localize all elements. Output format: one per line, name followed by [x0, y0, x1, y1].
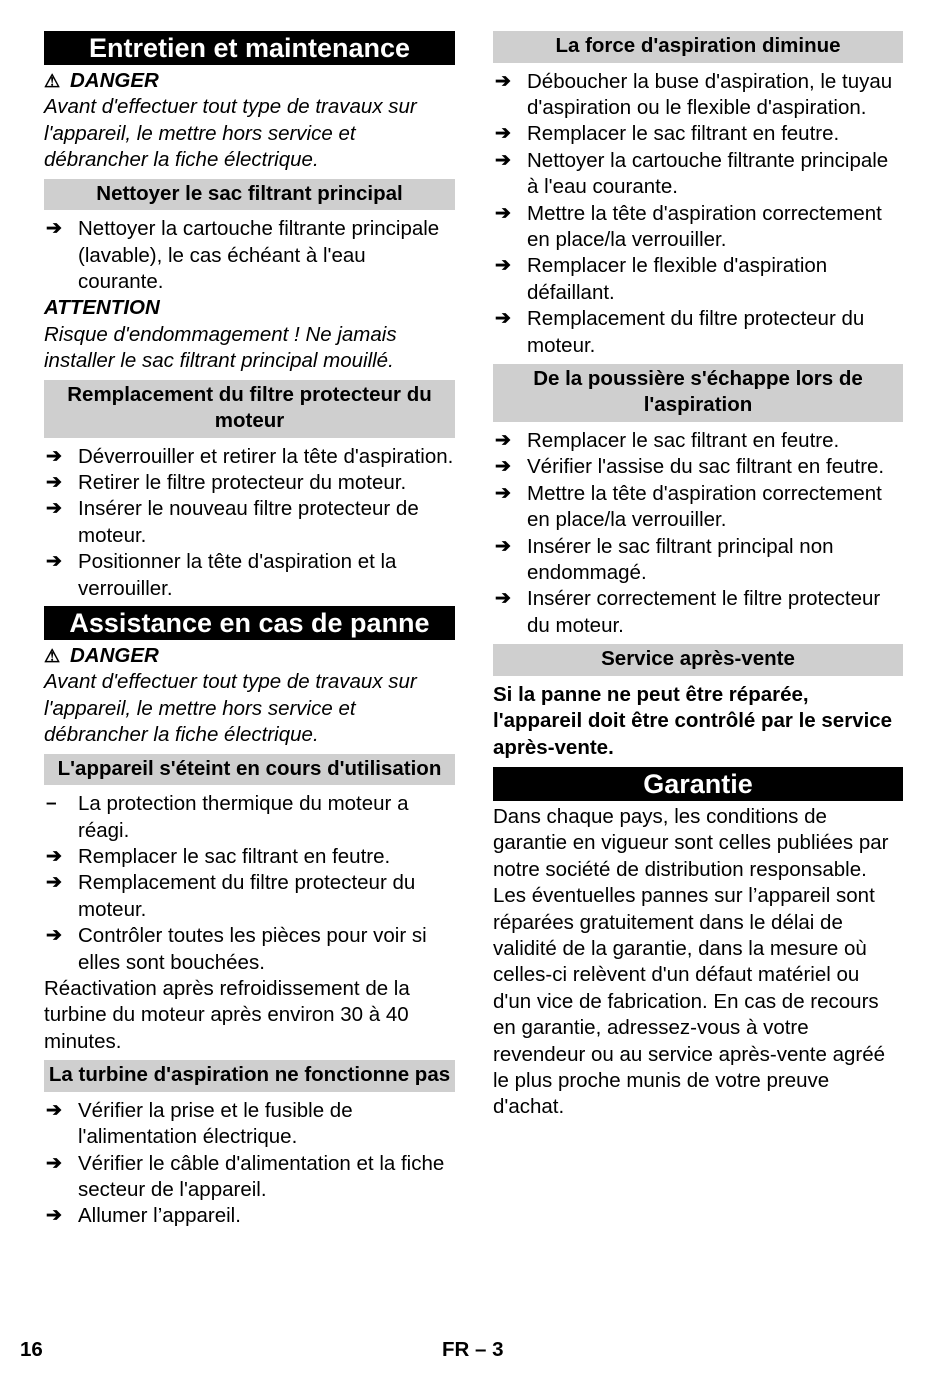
warning-triangle-icon: ⚠ [44, 71, 61, 91]
list-item: ➔ Remplacement du filtre protecteur du moteur. [46, 871, 416, 921]
list-item: ➔ Nettoyer la cartouche filtrante principale (lavable), le cas échéant à l'eau courante. [46, 217, 440, 293]
service-text: Si la panne ne peut être réparée, l'appareil doit être contrôlé par le service après-vente. [493, 682, 893, 759]
danger-text: Avant d'effectuer tout type de travaux sur l'appareil, le mettre hors service et débrancher la fiche électrique. [44, 95, 417, 172]
left-column [44, 31, 455, 1230]
reactivation-note: Réactivation après refroidissement de la turbine du moteur après environ 30 à 40 minutes. [44, 976, 410, 1053]
heading-suction: La force d'aspiration diminue [493, 31, 903, 63]
arrow-icon: ➔ [495, 308, 511, 330]
heading-maintenance: Entretien et maintenance [44, 31, 455, 65]
heading-switches-off: L'appareil s'éteint en cours d'utilisation [44, 754, 455, 786]
arrow-icon: ➔ [495, 255, 511, 277]
list-item: ➔ Remplacement du filtre protecteur du moteur. [495, 307, 865, 357]
arrow-icon: ➔ [46, 1099, 62, 1121]
right-column [493, 31, 903, 1121]
list-item: ➔ Nettoyer la cartouche filtrante principale à l'eau courante. [495, 148, 889, 199]
arrow-icon: ➔ [46, 845, 62, 867]
list-item: ➔ Vérifier l'assise du sac filtrant en feutre. [493, 454, 903, 480]
list-item: ➔ Insérer le nouveau filtre protecteur de moteur. [46, 497, 419, 547]
arrow-icon: ➔ [495, 456, 511, 478]
dash-icon: – [46, 793, 57, 815]
list-item: ➔ Allumer l’appareil. [44, 1203, 455, 1229]
arrow-icon: ➔ [46, 925, 62, 947]
arrow-icon: ➔ [495, 482, 511, 504]
danger-notice [44, 643, 455, 669]
warranty-text: Dans chaque pays, les conditions de garantie en vigueur sont celles publiées par notre société de distribution responsable. Les éventuelles pannes sur l’appareil sont réparées gratuitement dans le délai de validité de la garantie, dans la mesure où celles-ci relèvent d'un défaut matériel ou d'un vice de fabrication. En cas de recours en garantie, adressez-vous à votre revendeur ou au service après-vente agréé le plus proche munis de votre preuve d'achat. [493, 804, 889, 1119]
heading-motor-filter: Remplacement du filtre protecteur du moteur [44, 380, 455, 438]
danger-notice [44, 68, 455, 94]
danger-label: DANGER [70, 644, 159, 667]
arrow-icon: ➔ [46, 551, 62, 573]
list-item: ➔ Vérifier la prise et le fusible de l'alimentation électrique. [46, 1098, 353, 1149]
arrow-icon: ➔ [495, 429, 511, 451]
dust-steps [493, 428, 903, 639]
section-marker: FR – 3 [442, 1338, 504, 1361]
arrow-icon: ➔ [46, 471, 62, 493]
attention-label: ATTENTION [44, 296, 160, 320]
list-item: ➔ Retirer le filtre protecteur du moteur. [44, 470, 455, 496]
list-item: ➔ Remplacer le sac filtrant en feutre. [493, 121, 903, 147]
danger-text: Avant d'effectuer tout type de travaux sur l'appareil, le mettre hors service et débrancher la fiche électrique. [44, 670, 417, 747]
attention-text: Risque d'endommagement ! Ne jamais installer le sac filtrant principal mouillé. [44, 322, 397, 373]
arrow-icon: ➔ [46, 872, 62, 894]
page-number: 16 [20, 1338, 43, 1361]
list-item: ➔ Positionner la tête d'aspiration et la verrouiller. [46, 550, 397, 600]
list-item: ➔ Remplacer le sac filtrant en feutre. [493, 428, 903, 454]
list-item: ➔ Remplacer le flexible d'aspiration défaillant. [495, 254, 828, 304]
arrow-icon: ➔ [46, 498, 62, 520]
heading-troubleshooting: Assistance en cas de panne [44, 606, 455, 640]
arrow-icon: ➔ [46, 1205, 62, 1227]
switches-off-steps [44, 791, 455, 976]
arrow-icon: ➔ [495, 70, 511, 92]
list-item: ➔ Insérer le sac filtrant principal non endommagé. [495, 534, 834, 584]
list-item: ➔ Insérer correctement le filtre protecteur du moteur. [495, 587, 881, 637]
heading-dust: De la poussière s'échappe lors de l'aspiration [493, 364, 903, 422]
heading-clean-filter: Nettoyer le sac filtrant principal [44, 179, 455, 211]
arrow-icon: ➔ [46, 218, 62, 240]
arrow-icon: ➔ [46, 1152, 62, 1174]
list-item: ➔ Vérifier le câble d'alimentation et la fiche secteur de l'appareil. [46, 1151, 445, 1201]
list-item: ➔ Contrôler toutes les pièces pour voir si elles sont bouchées. [46, 924, 427, 974]
list-item: ➔ Mettre la tête d'aspiration correctement en place/la verrouiller. [495, 481, 882, 532]
danger-label: DANGER [70, 69, 159, 92]
arrow-icon: ➔ [495, 149, 511, 171]
motor-filter-steps [44, 444, 455, 602]
list-item: ➔ Remplacer le sac filtrant en feutre. [44, 844, 455, 870]
list-item: ➔ Déverrouiller et retirer la tête d'aspiration. [44, 444, 455, 470]
list-item: ➔ Mettre la tête d'aspiration correctement en place/la verrouiller. [495, 201, 882, 251]
heading-warranty: Garantie [493, 767, 903, 801]
arrow-icon: ➔ [495, 202, 511, 224]
list-item: – La protection thermique du moteur a réagi. [46, 792, 409, 842]
list-item: ➔ Déboucher la buse d'aspiration, le tuyau d'aspiration ou le flexible d'aspiration. [495, 69, 893, 119]
arrow-icon: ➔ [495, 535, 511, 557]
warning-triangle-icon: ⚠ [44, 646, 61, 666]
heading-service: Service après-vente [493, 644, 903, 676]
arrow-icon: ➔ [495, 123, 511, 145]
arrow-icon: ➔ [495, 588, 511, 610]
suction-steps [493, 69, 903, 359]
turbine-steps [44, 1098, 455, 1230]
arrow-icon: ➔ [46, 445, 62, 467]
clean-filter-steps [44, 216, 455, 295]
heading-turbine: La turbine d'aspiration ne fonctionne pas [44, 1060, 455, 1092]
